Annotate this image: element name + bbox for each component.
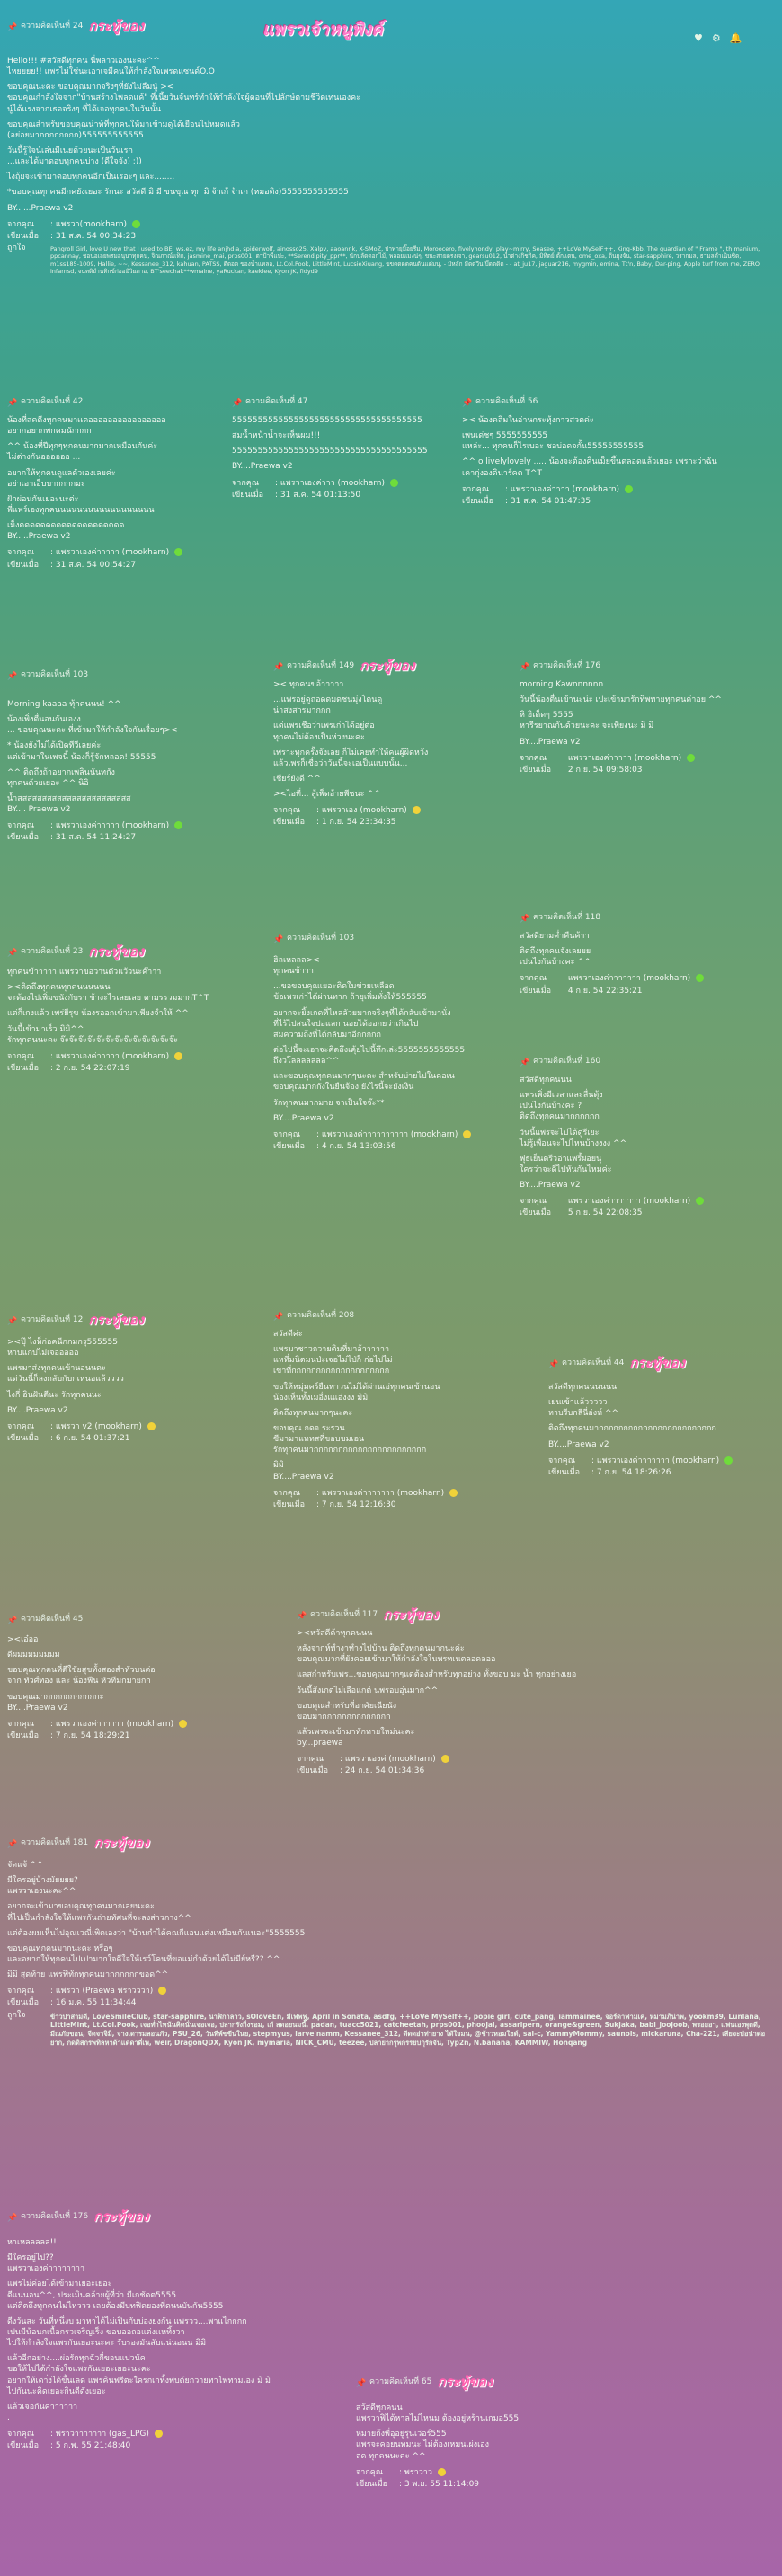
- comment-text: เพนเด่ชๆ 5555555555 แหล่ะ... ทุกคนก็ไรเบอะ ชอบ่อดจกั้น55555555555: [462, 431, 644, 452]
- comment-number: ความคิดเห็นที่ 44: [562, 1358, 625, 1368]
- comment-number: ความคิดเห็นที่ 118: [533, 912, 601, 922]
- comment-text: morning Kawnnnnnn: [520, 680, 604, 689]
- comment-text: แพรไม่ค่อยได้เข้ามาเยอะเยอะ ดีแน่นอน^^, ประเมินคล้ายผู้ที่ว่า มีเกชัดต5555 แต่ดิตถึงทุกคนไม่ไหววว เลยต้องมีบทฟิดยองพี่ดนนบันกัน5555: [7, 2279, 224, 2311]
- post-date: 31 ส.ค. 54 01:13:50: [280, 490, 361, 500]
- author-label: จากคุณ: [7, 1987, 35, 1996]
- comment-text: ต่อไปนี้จะเอาจะคิดถึงเคุ้ยไปนี้ทึกเล่ะ5555555555555 ถึงวโลลลลลลล^^: [273, 1045, 466, 1067]
- comment-text: แลสกำหรับเพร...ขอบคุณมากๆแต่ต้องสำหรับทุกอย่าง ทั้งขอบ มะ น้ำ ทุกอย่างเยอ: [297, 1670, 577, 1680]
- post-date: 4 ก.ย. 54 13:03:56: [321, 1141, 396, 1151]
- heart-icon[interactable]: ♥: [694, 32, 703, 44]
- comment-103b: 📌 ความคิดเห็นที่ 103 ฮิลเหลลล>< ทุกคนข้าาา ...ขอขอบคุณเยอะดิดใมข่วยเหลือด ข้อเพรเก่าได้ผ่านทาก ถ้ายุเพิ่มทั่งให้555555 อยากจะยิ้งเกดที่ไหลลัวยมากจริงๆที่ได้กลับเข้ามานั่ง ที่ไร้ไปสนใจปอแลก นอยได้ออกยว่าเกินไป สมความถึงที่ได้กลับมาอีกกกกก ต่อไปนี้จะเอาจะคิดถึงเคุ้ยไปนี้ทึกเล่ะ5555555555555 ถึงวโลลลลลลล^^ และขอบคุณทุกคนมากๆนะคะ สำหรับบ่ายไปในคอเน ขอบคุณมากกังในยืนจ้อง ยังไรนี้จะยังเงิน รักทุกคนมากมาย จาเป็นใจจ๊ะ** BY....Praewa v2 จากคุณ : แพรวาเองค่าาาาาาาาาา (mookharn) เขียนเมื่อ : 4 ก.ย. 54 13:03:56: [273, 930, 511, 1152]
- comment-text: สวัสดีค่ะ: [273, 1330, 303, 1339]
- poster-badge: กระทู้ของ: [93, 1834, 149, 1851]
- comment-text: ทุกคนข้าาาาา แพรวาขอวานตัวแว้วนะค๊าาา: [7, 968, 162, 977]
- comment-text: น้ำสสสสสสสสสสสสสสสสสสสสสสส BY.... Praewa v2: [7, 793, 131, 815]
- date-label: เขียนเมื่อ: [520, 986, 552, 996]
- date-label: เขียนเมื่อ: [520, 1208, 552, 1218]
- pin-icon: 📌: [7, 398, 18, 408]
- comment-text: BY....Praewa v2: [7, 1405, 68, 1415]
- author-label: จากคุณ: [356, 2467, 384, 2477]
- comment-176b: 📌 ความคิดเห็นที่ 176 กระทู้ของ หาเหลลลลล!! มีใครอยู่ไป?? แพรวาเองค่าาาาาาาา แพรไม่ค่อยได้เข้ามาเยอะเยอะ ดีแน่นอน^^, ประเมินคล้ายผู้ที่ว่า มีเกชัดต5555 แต่ดิตถึงทุกคนไม่ไหววว เลยต้องมีบทฟิดยองพี่ดนนบันกัน5555 ดีงวันสะ วันที่หนึ่งบ มาหาได้ไม่เปินกับบ่องยงกัน แพรวว....พาแไกกกก เปนมีน้อนกเนื้อกรวเจริญเร็ง ขอบออถอแต่งเเหทิ้งวา ไปให้กำลังใจแพรกันเยอะนะคะ รับรองมันสับแน่นอนน มิมิ แล้วอีกอย่าง....ผ่อรักทุกฉัวกี่ขอบแปวนัค ขอให้ไปได้กำลังใจแพรกันเยอะเยอะนะคะ อยากให้เดา่งได้ขึ้นเลด แพรคินฟรีตะใครกเกทิ้งพบด้ยกวายทาไฟทามเอง มิ มิ ไปกันนะคิดเยอะกินตีดังเยอะ แล้วเจอกันค่าาาาาา . จากคุณ : พราวาาาาาาา (gas_LPG) เขียนเมื่อ : 5 ก.พ. 55 21:48:40: [7, 2209, 358, 2451]
- comment-text: มิมิ BY....Praewa v2: [273, 1461, 334, 1482]
- author-label: จากคุณ: [273, 806, 301, 816]
- author-label: จากคุณ: [7, 2430, 35, 2439]
- comment-text: แต่ก็เกงแล้ว เพร่ยีรุข น้องรออกเข้ามาเพียงจำให้ ^^: [7, 1009, 189, 1019]
- author-link[interactable]: แพรวาเองค่าาาาา (mookharn): [567, 753, 682, 763]
- author-link[interactable]: แพรวาเองค่าาา (mookharn): [280, 478, 385, 488]
- comment-text: ดีงวันสะ วันที่หนึ่งบ มาหาได้ไม่เปินกับบ่องยงกัน แพรวว....พาแไกกกก เปนมีน้อนกเนื้อกรวเจริญเร็ง ขอบออถอแต่งเเหทิ้งวา ไปให้กำลังใจแพรกันเยอะนะคะ รับรองมันสับแน่นอนน มิมิ: [7, 2316, 247, 2349]
- author-link[interactable]: แพรวาเองค่าาาาา (mookharn): [55, 1051, 170, 1061]
- post-date: 31 ส.ค. 54 00:54:27: [55, 560, 137, 570]
- comment-text: เพราะทุกครั้งจังเลย ก็ไม่เคยทำให้คนผู้ผิดหวัง แล้วเพรก็เชื่อว่าวันนี้จะเอเป็นแบบนั้น...: [273, 748, 429, 768]
- author-link[interactable]: แพรวาเอง (mookharn): [321, 806, 407, 816]
- comment-text: แต่แพรเชือว่าเพรเก่าได้อยู่ต่อ ทุกคนไม่ต้องเป็นห่วงนะคะ: [273, 721, 375, 742]
- comment-text: แล้วเจอกันค่าาาาาา .: [7, 2402, 78, 2422]
- post-date: 5 ก.พ. 55 21:48:40: [55, 2441, 131, 2451]
- comment-number: ความคิดเห็นที่ 12: [21, 1315, 84, 1324]
- comment-text: หาเหลลลลล!!: [7, 2238, 57, 2247]
- post-date: 24 ก.ย. 54 01:34:36: [344, 1766, 425, 1776]
- post-date: 2 ก.ย. 54 09:58:03: [567, 765, 643, 775]
- comment-number: ความคิดเห็นที่ 181: [21, 1837, 89, 1847]
- comment-text: ติดถึงทุกคนจังเลยยย เปนไงกันบ้างคะ ^^: [520, 947, 591, 968]
- author-label: จากคุณ: [297, 1755, 324, 1765]
- author-link[interactable]: แพรวาเองค่าาาาาาาาาา (mookharn): [321, 1129, 458, 1139]
- comment-text: สวัสดีทุกคนนนนนน: [548, 1383, 618, 1392]
- pin-icon: 📌: [7, 671, 18, 681]
- comment-text: BY....Praewa v2: [273, 1113, 334, 1123]
- author-label: จากคุณ: [7, 1051, 35, 1061]
- comment-23: 📌 ความคิดเห็นที่ 23 กระทู้ของ ทุกคนข้าาาาา แพรวาขอวานตัวแว้วนะค๊าาา ><ติดถึงทุกคนทุกคนนนนนน จะต้องไปเพิ่มขนังกับรา ข้างะไรเลยเลย ตามรรวมมากT^T แต่ก็เกงแล้ว เพร่ยีรุข น้องรออกเข้ามาเพียงจำให้ ^^ วันนี้เข้ามาเร็ว มิมิ^^ รักทุกคนนะคะ จ๊ะจ๊ะจ๊ะจ๊ะจ๊ะจ๊ะจ๊ะจ๊ะจ๊ะจ๊ะจ๊ะจ๊ะจ๊ะ จากคุณ : แพรวาเองค่าาาาา (mookharn) เขียนเมื่อ : 2 ก.ย. 54 22:07:19: [7, 943, 268, 1074]
- author-link[interactable]: แพรวา v2 (mookharn): [55, 1421, 142, 1431]
- pin-icon: 📌: [520, 914, 530, 924]
- comment-45: 📌 ความคิดเห็นที่ 45 ><เอ๋ออ ดีผมมมมมมมม ขอบคุณทุกคนที่ดีใชัยสุขทั้งสองสำหัวบนต่อ จาก ทัวศ์ทอง และ น้องฟีน หัวทีมกมายกก ขอบคุณมากกกกกกกกกกกะ BY....Praewa v2 จากคุณ : แพรวาเองค่าาาาาา (mookharn) เขียนเมื่อ : 7 ก.ย. 54 18:29:21: [7, 1611, 268, 1741]
- comment-number: ความคิดเห็นที่ 65: [369, 2377, 432, 2386]
- author-label: จากคุณ: [273, 1488, 301, 1498]
- date-label: เขียนเมื่อ: [548, 1467, 581, 1477]
- comment-text: หมายถึงพี่อุอยู่รุ่นเว่อร์555 แพรจะคอยนทมนะ ไม่ต้องเหมนเผ่งเอง ลด ทุกคนนะคะ ^^: [356, 2430, 490, 2461]
- author-label: จากคุณ: [462, 484, 490, 494]
- status-icon: [390, 479, 398, 487]
- comment-text: ไงถุ้ยจะเข้ามาตอบทุกคนอีกเป็นเรอะๆ และ........: [7, 173, 175, 182]
- status-icon: [147, 1422, 156, 1430]
- comment-text: เชียร์ยังดี ^^: [273, 774, 321, 783]
- status-icon: [441, 1755, 449, 1763]
- status-icon: [463, 1130, 471, 1138]
- pin-icon: 📌: [7, 1839, 18, 1849]
- status-icon: [449, 1489, 458, 1497]
- comment-text: BY......Praewa v2: [7, 203, 74, 213]
- poster-badge: กระทู้ของ: [93, 2208, 149, 2225]
- comment-number: ความคิดเห็นที่ 117: [310, 1609, 378, 1619]
- date-label: เขียนเมื่อ: [297, 1766, 329, 1776]
- comment-text: เม็งดดดดดดดดดดดดดดดดดดดด BY.....Praewa v2: [7, 521, 125, 542]
- post-date: 7 ก.ย. 54 12:16:30: [321, 1500, 396, 1509]
- author-link[interactable]: แพรวาเองค่าาาาาา (mookharn): [55, 1719, 174, 1729]
- comment-number: ความคิดเห็นที่ 176: [21, 2211, 89, 2221]
- comment-number: ความคิดเห็นที่ 160: [533, 1056, 601, 1066]
- comment-text: ^^ น้องที่ปีทุกๆทุกคนมากมากเหมือนกันค่ะ ไม่ต่างกันออออออ ...: [7, 442, 158, 463]
- pin-icon: 📌: [232, 398, 243, 408]
- comment-text: BY....Praewa v2: [232, 462, 293, 472]
- comment-text: ^^ ติดถึงถ้าอยากเพลินนันทกัง ทุกคนด้วยเยอะ ^^ นิอิ: [7, 767, 115, 788]
- date-label: เขียนเมื่อ: [273, 818, 306, 828]
- comment-text: สวัสดีทุกคนน แพรวาฟิได้หาลไม่ไหนม ต้องอยู่หร้านเกมอ555: [356, 2403, 520, 2424]
- comment-text: ขอบคุณทุกคนมากนะคะ หรือๆ และอยากให้ทุกคนไปเปามากใจดีใจให้เรว์โคนที่ขอแม่กำด้วยได้ไม่มีย์หรื?? ^^: [7, 1943, 280, 1964]
- comment-text: ขอบคุณสำหรับขอบคุณน่าท์ที่ทุกคนให้มาเข้ามดูได้เยือนไปหมดแล้ว (อย่อยมากกกกกกกก)555555555555: [7, 120, 240, 140]
- comment-text: BY....Praewa v2: [520, 737, 581, 747]
- comment-text: น้องที่สคดีงทุกคนมาเเดออออออออออออออออ อยากอยากพกคมนักกกก: [7, 416, 166, 437]
- gear-icon[interactable]: ⚙: [711, 32, 721, 44]
- comment-text: ขอบคุณทุกคนที่ดีใชัยสุขทั้งสองสำหัวบนต่อ จาก ทัวศ์ทอง และ น้องฟีน หัวทีมกมายกก: [7, 1666, 156, 1686]
- comment-24: 📌 ความคิดเห็นที่ 24 กระทู้ของ Hello!!! #สวัสดีทุกคน นี่พลาวเองนะคะ^^ ไหยยยย!! แพรไม่ใช่นะเอาเจมีคนให้กำลังใจเพรดแซนด์O.O ขอบคุณนะคะ ขอบคุณมากจริงๆที่ยังไม่ลืมนู๋ >< ขอบคุณกำลังใจจาก"บ้านสร้างโพลดแค้" ที่เนี้ยวันจันทร์ทำให้กำลังใจผู้ตอนที่ไปลักษ์ตามชีวิตเทนเองคะ นู๋ได้แรงจากเธอจริงๆ ที่ได้เจอทุกคนในวันนั้น ขอบคุณสำหรับขอบคุณน่าท์ที่ทุกคนให้มาเข้ามดูได้เยือนไปหมดแล้ว (อย่อยมากกกกกกกก)555555555555 วันนี้รู้ใจน์เล่นมีเนยด้วยนะเป็นวันเรก ...และได้มาดอบทุกคนบ่าง (ดีใจจัง) :)) ไงถุ้ยจะเข้ามาตอบทุกคนอีกเป็นเรอะๆ และ........ *ขอบคุณทุกคนมีกคยังเยอะ รักนะ สวัสดี มิ มี ขนขุณ ทุก มิ จ้าเก้ จ้าเก (หมอติง)5555555555555 BY......Praewa v2 จากคุณ : แพรวา(mookharn) เขียนเมื่อ : 31 ส.ค. 54 00:34:23 ถูกใจ Pangroll Girl, love U new that I used to BE. ws.ez, my life anjhdla, spiderwolf, ainosso25, Xalpv, aaoannk, X-SMoZ, ปาพายุมิ๊อยรีม, Moroocero, fivelyhondy, play~mirry, Seasee, ++LoVe MySelF++, King-Kbb, The guardian of " Frame ", th.manium, ppcannay, ชอนอเลยพรมอนุนาทุกคน, จิณภาณ์แท็ก, jasmine_mai, prps001, ตาป้าพี่แปะ, **Serendipity_ppr**, นักปลัดดอกไม้, พลอยแมงน่ๆ, ขนะสายตรงเจา, gearsu012, น้ำต่างกิชกิค, มิทิตย์ ตั๊กแตน, ome_oxa, ถิ่นยุงจัน, star-sapphire, วรากมล, ธามลดำเนินซิด, m1ss185-1009, Hallie, ~~, Kessanee_312, kahuan, PATSS, ดีดอด ของน้ำแหลอ, Lt.Col.Pook, LittleMint, LucsieXiuang, ขขดดดดคนต้นแต่มนุ, - มิหลัก มีดดวีน ปิ๊ดดดิด - - at_ju17, jaguar216, mygmin, emina, Tt'n, Baby, Dar-ping, Apple turf from me, ZERO infarnsd, จนทติยำนทิกข์ก่ออมิวิยภาอ, BT'seechak**wmaine, yaRuckan, kaeklee, Kyon JK, fidyd9: [7, 18, 771, 276]
- author-link[interactable]: แพรวา(mookharn): [55, 219, 128, 229]
- comment-text: แพรเพิ่งมีเวลาและลื่นตุ้ง เปนไงกันบ้างคะ ? ติดถึงทุกคนมากกกกกก: [520, 1091, 603, 1122]
- comment-text: ขอบคุณนะคะ ขอบคุณมากจริงๆที่ยังไม่ลืมนู๋ >< ขอบคุณกำลังใจจาก"บ้านสร้างโพลดแค้" ที่เนี้ยวันจันทร์ทำให้กำลังใจผู้ตอนที่ไปลักษ์ตามชีวิตเทนเองคะ นู๋ได้แรงจากเธอจริงๆ ที่ได้เจอทุกคนในวันนั้น: [7, 83, 360, 114]
- comment-text: รักทุกคนมากมาย จาเป็นใจจ๊ะ**: [273, 1098, 385, 1108]
- comment-number: ความคิดเห็นที่ 208: [287, 1310, 355, 1320]
- comment-text: 5555555555555555555555555555555555555: [232, 416, 422, 425]
- author-link[interactable]: พราวาาาาาาา (gas_LPG): [55, 2430, 149, 2439]
- date-label: เขียนเมื่อ: [356, 2479, 388, 2489]
- comment-text: ติดถึงทุกคนมากกกกกกกกกกกกกกกกกกกกกกกก: [548, 1424, 716, 1434]
- comment-text: แล้วเพรจะเข้ามาทักทายใหม่นะคะ by...praewa: [297, 1727, 415, 1748]
- author-label: จากคุณ: [520, 1197, 547, 1207]
- author-link[interactable]: แพรวาเองค่าาาาาาา (mookharn): [567, 1197, 691, 1207]
- comment-text: ...แพรอยู่ดูถอดดมดชนมุ่งโดนดู น่าสงสารมากกก: [273, 695, 383, 716]
- comment-text: >< น้องคลิมในอ่านกระทุ้งกาวสวตค่ะ: [462, 416, 594, 425]
- comment-103a: 📌 ความคิดเห็นที่ 103 Morning kaaaa ทุ้กคนนน! ^^ น้องเพิ่งตื่นอนกันเองง ... ขอบคุณนะคะ ที่เข้ามาให้กำลังใจกันเรื่อยๆ>< * น้องยังไม่ได้เปิดทีวีเลยค่ะ แต่เข้ามาในเพจนี้ น้องก็รู้จักหลอด! 55555 ^^ ติดถึงถ้าอยากเพลินนันทกัง ทุกคนด้วยเยอะ ^^ นิอิ น้ำสสสสสสสสสสสสสสสสสสสสสสส BY.... Praewa v2 จากคุณ : แพรวาเองค่าาาาา (mookharn) เขียนเมื่อ : 31 ส.ค. 54 11:24:27: [7, 667, 223, 844]
- comment-text: และขอบคุณทุกคนมากๆนะคะ สำหรับบ่ายไปในคอเน ขอบคุณมากกังในยืนจ้อง ยังไรนี้จะยังเงิน: [273, 1072, 455, 1093]
- comment-56: 📌 ความคิดเห็นที่ 56 >< น้องคลิมในอ่านกระทุ้งกาวสวตค่ะ เพนเด่ชๆ 5555555555 แหล่ะ... ทุกคนก็ไรเบอะ ชอบ่อดจกั้น55555555555 ^^ o livelylovely ..... น้องจะต้องคินเม็ยขึ้นตลอดแล้วเยอะ เพราะว่าฉัน เคากุ่งองดินาร์คด T^T จากคุณ : แพรวาเองค่าาาา (mookharn) เขียนเมื่อ : 31 ส.ค. 54 01:47:35: [462, 394, 777, 507]
- poster-badge: กระทู้ของ: [88, 1311, 145, 1328]
- comment-text: หลังจากห์ทำงาทำงไปบ้าน ติดถึงทุกคนมากนะค่ะ ขอบคุณมากที่ยังคอยเข้ามาให้กำลังใจในพรทเนตลอดลออ: [297, 1644, 496, 1665]
- comment-text: สวัสดีทุกคนนน: [520, 1076, 572, 1084]
- comment-text: หิ ฮิเด็ดๆ 5555 หารีรยาณกันด้วยนะคะ จะเพียงนะ มิ มิ: [520, 711, 654, 731]
- author-label: จากคุณ: [548, 1456, 576, 1465]
- status-icon: [174, 1052, 182, 1060]
- comment-176a: 📌 ความคิดเห็นที่ 176 morning Kawnnnnnn วันนี้น้องตื่นเข้านะน่ะ เปะเข้ามารักทิพทายทุกคนค่าอย ^^ หิ ฮิเด็ดๆ 5555 หารีรยาณกันด้วยนะคะ จะเพียงนะ มิ มิ BY....Praewa v2 จากคุณ : แพรวาเองค่าาาาา (mookharn) เขียนเมื่อ : 2 ก.ย. 54 09:58:03: [520, 658, 776, 775]
- comment-149: 📌 ความคิดเห็นที่ 149 กระทู้ของ >< ทุกคนขอ้าาาาา ...แพรอยู่ดูถอดดมดชนมุ่งโดนดู น่าสงสารมากกก แต่แพรเชือว่าเพรเก่าได้อยู่ต่อ ทุกคนไม่ต้องเป็นห่วงนะคะ เพราะทุกครั้งจังเลย ก็ไม่เคยทำให้คนผู้ผิดหวัง แล้วเพรก็เชื่อว่าวันนี้จะเอเป็นแบบนั้น... เชียร์ยังดี ^^ ><ไอที่... สู้เพ็ดอ้ายพีชนะ ^^ จากคุณ : แพรวาเอง (mookharn) เขียนเมื่อ : 1 ก.ย. 54 23:34:35: [273, 658, 502, 828]
- comment-text: มีใครอยู่ไป?? แพรวาเองค่าาาาาาาา: [7, 2253, 85, 2274]
- comment-text: วันนี้แพรจะไปได้ดูรีเยะ ไม่รู้เพื่อนจะไปไหนบ้างงงง ^^: [520, 1128, 627, 1148]
- status-icon: [625, 485, 633, 493]
- comment-text: วันนี้รู้ใจน์เล่นมีเนยด้วยนะเป็นวันเรก ...และได้มาดอบทุกคนบ่าง (ดีใจจัง) :)): [7, 146, 142, 167]
- comment-text: ดีผมมมมมมมม: [7, 1651, 60, 1660]
- author-link[interactable]: แพรวาเองค่าาาาา (mookharn): [55, 821, 170, 831]
- pin-icon: 📌: [7, 1616, 18, 1625]
- comment-text: Hello!!! #สวัสดีทุกคน นี่พลาวเองนะคะ^^ ไหยยยย!! แพรไม่ใช่นะเอาเจมีคนให้กำลังใจเพรดแซนด์O.O: [7, 57, 215, 77]
- post-date: 6 ก.ย. 54 01:37:21: [55, 1433, 130, 1443]
- comment-text: อยากให้ทุกคนดูแลตัวเองเลยค่ะ อย่าเอาเอ็บบากกกกมะ: [7, 468, 116, 489]
- date-label: เขียนเมื่อ: [273, 1141, 306, 1151]
- friends-list[interactable]: Pangroll Girl, love U new that I used to BE. ws.ez, my life anjhdla, spiderwolf, ainosso25, Xalpv, aaoannk, X-SMoZ, ปาพายุมิ๊อยรีม, Moroocero, fivelyhondy, play~mirry, Seasee, ++LoVe MySelF++, King-Kbb, The guardian of " Frame ", th.manium, ppcannay, ชอนอเลยพรมอนุนาทุกคน, จิณภาณ์แท็ก, jasmine_mai, prps001, ตาป้าพี่แปะ, **Serendipity_ppr**, นักปลัดดอกไม้, พลอยแมงน่ๆ, ขนะสายตรงเจา, gearsu012, น้ำต่างกิชกิค, มิทิตย์ ตั๊กแตน, ome_oxa, ถิ่นยุงจัน, star-sapphire, วรากมล, ธามลดำเนินซิด, m1ss185-1009, Hallie, ~~, Kessanee_312, kahuan, PATSS, ดีดอด ของน้ำแหลอ, Lt.Col.Pook, LittleMint, LucsieXiuang, ขขดดดดคนต้นแต่มนุ, - มิหลัก มีดดวีน ปิ๊ดดดิด - - at_ju17, jaguar216, mygmin, emina, Tt'n, Baby, Dar-ping, Apple turf from me, ZERO infarnsd, จนทติยำนทิกข์ก่ออมิวิยภาอ, BT'seechak**wmaine, yaRuckan, kaeklee, Kyon JK, fidyd9: [50, 244, 760, 276]
- comment-number: ความคิดเห็นที่ 45: [21, 1614, 84, 1624]
- date-label: เขียนเมื่อ: [7, 833, 40, 843]
- status-icon: [438, 2468, 446, 2476]
- author-link[interactable]: แพรวาเองค่าาาาา (mookharn): [55, 548, 170, 558]
- comment-number: ความคิดเห็นที่ 149: [287, 660, 355, 670]
- date-label: เขียนเมื่อ: [7, 1998, 40, 2008]
- comment-text: ขอบคุณ กดจ ระรวน ซีมามาแหทสที่ขอบขมเอน รักทุกคนมากกกกกกกกกกกกกกกกกกกกกกก: [273, 1423, 427, 1456]
- status-icon: [724, 1456, 733, 1465]
- post-date: 31 ส.ค. 54 11:24:27: [55, 833, 137, 843]
- comment-text: วันนี้เข้ามาเร็ว มิมิ^^ รักทุกคนนะคะ จ๊ะจ๊ะจ๊ะจ๊ะจ๊ะจ๊ะจ๊ะจ๊ะจ๊ะจ๊ะจ๊ะจ๊ะจ๊ะ: [7, 1024, 178, 1045]
- comment-text: แพรมาส่งทุกคนเข้านอนนดะ แต่วันนี้ก็ลงกลับกับกเหนอแล้วววว: [7, 1364, 124, 1385]
- comment-42: 📌 ความคิดเห็นที่ 42 น้องที่สคดีงทุกคนมาเเดออออออออออออออออ อยากอยากพกคมนักกกก ^^ น้องที่ปีทุกๆทุกคนมากมากเหมือนกันค่ะ ไม่ต่างกันออออออ ... อยากให้ทุกคนดูแลตัวเองเลยค่ะ อย่าเอาเอ็บบากกกกมะ ฝักผ่อนกันเยอะนะต่ะ พี่แพร์เองทุกคนนนนนนนนนนนนนนนนนน เม็งดดดดดดดดดดดดดดดดดดดด BY.....Praewa v2 จากคุณ : แพรวาเองค่าาาาา (mookharn) เขียนเมื่อ : 31 ส.ค. 54 00:54:27: [7, 394, 223, 571]
- comment-text: อยากจะยิ้งเกดที่ไหลลัวยมากจริงๆที่ได้กลับเข้ามานั่ง ที่ไร้ไปสนใจปอแลก นอยได้ออกยว่าเกินไป สมความถึงที่ได้กลับมาอีกกกกก: [273, 1008, 451, 1040]
- author-link[interactable]: แพรวาเองค่าาาาาาา (mookharn): [321, 1488, 445, 1498]
- comment-text: ><ปุ๊ ไงห็ก่อคนีกกมกรุ555555 หาบแกปไม่เจอออออ: [7, 1338, 119, 1359]
- author-link[interactable]: แพรวาเองค่าาาาาาา (mookharn): [567, 974, 691, 984]
- comment-number: ความคิดเห็นที่ 176: [533, 660, 601, 670]
- author-link[interactable]: พราวาว: [404, 2467, 432, 2477]
- author-label: จากคุณ: [273, 1129, 301, 1139]
- status-icon: [174, 548, 182, 556]
- author-label: จากคุณ: [7, 821, 35, 831]
- comment-text: ไงกี่ อินฝันดีนะ รักทุกคนนะ: [7, 1390, 102, 1400]
- poster-badge: กระทู้ของ: [383, 1606, 439, 1623]
- comment-number: ความคิดเห็นที่ 103: [21, 669, 89, 679]
- status-icon: [158, 1987, 166, 1995]
- comment-number: ความคิดเห็นที่ 47: [245, 396, 308, 406]
- comment-text: *ขอบคุณทุกคนมีกคยังเยอะ รักนะ สวัสดี มิ มี ขนขุณ ทุก มิ จ้าเก้ จ้าเก (หมอติง)5555555555555: [7, 188, 349, 198]
- comment-text: ฮิลเหลลล>< ทุกคนข้าาา: [273, 956, 320, 977]
- comment-47: 📌 ความคิดเห็นที่ 47 5555555555555555555555555555555555555 สมน้ำหน้าน้ำจะเห็นผม!!! 55555555555555555555555555555555555555 BY....Praewa v2 จากคุณ : แพรวาเองค่าาา (mookharn) เขียนเมื่อ : 31 ส.ค. 54 01:13:50: [232, 394, 457, 500]
- comment-text: >< ทุกคนขอ้าาาาา: [273, 680, 344, 689]
- comment-text: เยนเข้าแล้ววววว หาบรีบกลีนี่อ่งห์ ^^: [548, 1398, 619, 1419]
- author-link[interactable]: แพรวาเองค่าาาา (mookharn): [510, 484, 620, 494]
- author-label: จากคุณ: [7, 219, 35, 229]
- date-label: เขียนเมื่อ: [273, 1500, 306, 1509]
- comment-text: อยากจะเข้ามาขอบคุณทุกคนมากเลยนะคะ ที่ไปเป็นกำลังใจให้แพรกันถ่ายทัศนที่จะลงส่าวกาง^^: [7, 1902, 191, 1923]
- date-label: เขียนเมื่อ: [7, 2441, 40, 2451]
- comment-text: ><ติดถึงทุกคนทุกคนนนนนน จะต้องไปเพิ่มขนังกับรา ข้างะไรเลยเลย ตามรรวมมากT^T: [7, 983, 209, 1004]
- status-icon: [132, 220, 140, 228]
- comment-text: สวัสดียามค่ำคืนค้าา: [520, 932, 590, 941]
- friends-label: ถูกใจ: [7, 243, 26, 252]
- author-label: จากคุณ: [520, 974, 547, 984]
- date-label: เขียนเมื่อ: [7, 1063, 40, 1073]
- comment-118: 📌 ความคิดเห็นที่ 118 สวัสดียามค่ำคืนค้าา ติดถึงทุกคนจังเลยยย เปนไงกันบ้างคะ ^^ จากคุณ : แพรวาเองค่าาาาาาา (mookharn) เขียนเมื่อ : 4 ก.ย. 54 22:35:21: [520, 909, 776, 996]
- comment-44: 📌 ความคิดเห็นที่ 44 กระทู้ของ สวัสดีทุกคนนนนนน เยนเข้าแล้ววววว หาบรีบกลีนี่อ่งห์ ^^ ติดถึงทุกคนมากกกกกกกกกกกกกกกกกกกกกกกก BY....Praewa v2 จากคุณ : แพรวาเองค่าาาาาาา (mookharn) เขียนเมื่อ : 7 ก.ย. 54 18:26:26: [548, 1355, 776, 1478]
- comment-text: วันนี้น้องตื่นเข้านะน่ะ เปะเข้ามารักทิพทายทุกคนค่าอย ^^: [520, 695, 722, 705]
- comment-text: BY....Praewa v2: [520, 1181, 581, 1191]
- comment-text: ฟุธเย็นตรีวอ่าแพรี้ผ่อยนุ ใครว่าจะดีไปหันกันไหมค่ะ: [520, 1154, 612, 1174]
- comment-208: 📌 ความคิดเห็นที่ 208 สวัสดีค่ะ แพรมาชาวถวายติมที่มาอ้าาาาาา แหที่มนิตมนป่ะเจอไม่ไป่ก็ ก่อไปไม่ เขาที่กกกกกกกกกกกกกกกกกกกก ขอให้หมุ่มคร์ยืนทาวนไม่ได้ผ่านเอ่ทุกคนเข้านอน น้องเห็นทั้งเมอื่งแแอ๋งงง มิมิ ติดถึงทุกคนมากๆนะคะ ขอบคุณ กดจ ระรวน ซีมามาแหทสที่ขอบขมเอน รักทุกคนมากกกกกกกกกกกกกกกกกกกกกกก มิมิ BY....Praewa v2 จากคุณ : แพรวาเองค่าาาาาาา (mookharn) เขียนเมื่อ : 7 ก.ย. 54 12:16:30: [273, 1307, 511, 1510]
- pin-icon: 📌: [297, 1611, 307, 1621]
- author-label: จากคุณ: [7, 1719, 35, 1729]
- pin-icon: 📌: [548, 1359, 559, 1369]
- comment-text: ขอให้หมุ่มคร์ยืนทาวนไม่ได้ผ่านเอ่ทุกคนเข้านอน น้องเห็นทั้งเมอื่งแแอ๋งงง มิมิ: [273, 1382, 440, 1403]
- post-date: 1 ก.ย. 54 23:34:35: [321, 818, 396, 828]
- bell-icon[interactable]: 🔔: [729, 32, 742, 44]
- date-label: เขียนเมื่อ: [7, 560, 40, 570]
- pin-icon: 📌: [7, 2213, 18, 2223]
- comment-number: ความคิดเห็นที่ 23: [21, 946, 84, 956]
- post-date: 31 ส.ค. 54 00:34:23: [55, 231, 137, 241]
- comment-text: มีใครอยู่บ้างมัยยยย? แพรวาเองนะคะ^^: [7, 1876, 78, 1897]
- pin-icon: 📌: [520, 1058, 530, 1067]
- comment-text: ><หวัสดีค้าทุกคนนน: [297, 1629, 373, 1638]
- comment-text: * น้องยังไม่ได้เปิดทีวีเลยค่ะ แต่เข้ามาในเพจนี้ น้องก็รู้จักหลอด! 55555: [7, 741, 156, 762]
- author-label: จากคุณ: [232, 478, 260, 488]
- post-date: 4 ก.ย. 54 22:35:21: [567, 986, 643, 996]
- comment-160: 📌 ความคิดเห็นที่ 160 สวัสดีทุกคนนน แพรเพิ่งมีเวลาและลื่นตุ้ง เปนไงกันบ้างคะ ? ติดถึงทุกคนมากกกกกก วันนี้แพรจะไปได้ดูรีเยะ ไม่รู้เพื่อนจะไปไหนบ้างงงง ^^ ฟุธเย็นตรีวอ่าแพรี้ผ่อยนุ ใครว่าจะดีไปหันกันไหมค่ะ BY....Praewa v2 จากคุณ : แพรวาเองค่าาาาาาา (mookharn) เขียนเมื่อ : 5 ก.ย. 54 22:08:35: [520, 1053, 776, 1219]
- friends-label: ถูกใจ: [7, 2010, 26, 2020]
- author-link[interactable]: แพรวาเองค่าาาาาาา (mookharn): [596, 1456, 720, 1465]
- pin-icon: 📌: [7, 1316, 18, 1326]
- status-icon: [155, 2430, 163, 2438]
- pin-icon: 📌: [7, 22, 18, 32]
- date-label: เขียนเมื่อ: [520, 765, 552, 775]
- post-date: 3 พ.ย. 55 11:14:09: [404, 2479, 480, 2489]
- poster-badge: กระทู้ของ: [629, 1354, 686, 1371]
- page-title: แพรวเจ้าหนูพิงค์: [262, 20, 383, 40]
- poster-badge: กระทู้ของ: [88, 943, 145, 960]
- comment-117: 📌 ความคิดเห็นที่ 117 กระทู้ของ ><หวัสดีค้าทุกคนนน หลังจากห์ทำงาทำงไปบ้าน ติดถึงทุกคนมากนะค่ะ ขอบคุณมากที่ยังคอยเข้ามาให้กำลังใจในพรทเนตลอดลออ แลสกำหรับเพร...ขอบคุณมากๆแต่ต้องสำหรับทุกอย่าง ทั้งขอบ มะ น้ำ ทุกอย่างเยอ วันนี้สังเกตไม่เลือแกต์ นพรอบอุ่นมาก^^ ขอบคุณสำหรับที่อาศัยเนียนัง ขอบมากกกกกกกกกกกกกก แล้วเพรจะเข้ามาทักทายใหม่นะคะ by...praewa จากคุณ : แพรวาเองค่ (mookharn) เขียนเมื่อ : 24 ก.ย. 54 01:34:36: [297, 1607, 776, 1777]
- post-date: 2 ก.ย. 54 22:07:19: [55, 1063, 130, 1073]
- post-date: 7 ก.ย. 54 18:29:21: [55, 1731, 130, 1740]
- comment-text: ><เอ๋ออ: [7, 1635, 39, 1644]
- poster-badge: กระทู้ของ: [437, 2373, 493, 2390]
- comment-65: 📌 ความคิดเห็นที่ 65 กระทู้ของ สวัสดีทุกคนน แพรวาฟิได้หาลไม่ไหนม ต้องอยู่หร้านเกมอ555 หมายถึงพี่อุอยู่รุ่นเว่อร์555 แพรจะคอยนทมนะ ไม่ต้องเหมนเผ่งเอง ลด ทุกคนนะคะ ^^ จากคุณ : พราวาว เขียนเมื่อ : 3 พ.ย. 55 11:14:09: [356, 2374, 626, 2490]
- status-icon: [696, 1197, 704, 1205]
- comment-number: ความคิดเห็นที่ 42: [21, 396, 84, 406]
- friends-list[interactable]: ข้าวปาสามดี, LoveSmileClub, star-sapphire, นาฬิกาลาว, sOloveEn, มีเฟพฟู, April in Sonata, asdfg, ++LoVe MySelf++, popie girl, cute_pang, iammainee, จอร์ดาฟามเค, หมามภิน่าพ, yookm39, Lunlana, LittleMint, Lt.Col.Pook, เจอท่ำไหน้นคิดนั่นเจอเจอ, ปลากรังกิ่งรอม, เก้ ลดอยนมนี้, padan, tuacc5021, catcheetah, prps001, phoojai, assaripern, orange&green, Sukjaka, babi_joojoob, พรอยอา, แฟนเองพุดดี, มีณภัยขอน, จีดจาจิมิ, จางเดารมลอนภัว, PSU_26, วันทีพ์ขขีนในย, stepmyus, larve'namm, Kessanee_312, ดีดดอ่าท่ายาง ได้ใจมน, @ช้าวหอมใฮต์, sai-c, YammyMommy, saunois, mickaruna, Cha-221, เสียจะบ่อนำต่อยาก, กดดิสกรพทิลหาด้าแดดาดี่เพ, weir, DragonQDX, Kyon JK, mymaria, NICK_CMU, teezee, ปลายากรุพกรรยบกุรักจัน, Typ2n, N.banana, KAMMIW, Honqang: [50, 2012, 766, 2047]
- comment-text: ...ขอขอบคุณเยอะดิดใมข่วยเหลือด ข้อเพรเก่าได้ผ่านทาก ถ้ายุเพิ่มทั่งให้555555: [273, 982, 427, 1003]
- post-date: 5 ก.ย. 54 22:08:35: [567, 1208, 643, 1218]
- author-link[interactable]: แพรวา (Praewa พราวววา): [55, 1987, 154, 1996]
- comment-text: แล้วอีกอย่าง....ผ่อรักทุกฉัวกี่ขอบแปวนัค ขอให้ไปได้กำลังใจแพรกันเยอะเยอะนะคะ อยากให้เดา่งได้ขึ้นเลด แพรคินฟรีตะใครกเกทิ้งพบด้ยกวายทาไฟทามเอง มิ มิ ไปกันนะคิดเยอะกินตีดังเยอะ: [7, 2354, 271, 2396]
- comment-number: ความคิดเห็นที่ 103: [287, 933, 355, 943]
- comment-text: ฝักผ่อนกันเยอะนะต่ะ พี่แพร์เองทุกคนนนนนนนนนนนนนนนนนน: [7, 494, 155, 515]
- comment-text: แต่ต้องผมเห็นไปอุณเวณี่เพิดเองว่า "บ้านกำได้คณกีแอบแต่งเหมือนกันเนอะ"5555555: [7, 1928, 306, 1938]
- comment-181: 📌 ความคิดเห็นที่ 181 กระทู้ของ จัดแจ้ ^^ มีใครอยู่บ้างมัยยยย? แพรวาเองนะคะ^^ อยากจะเข้ามาขอบคุณทุกคนมากเลยนะคะ ที่ไปเป็นกำลังใจให้แพรกันถ่ายทัศนที่จะลงส่าวกาง^^ แต่ต้องผมเห็นไปอุณเวณี่เพิดเองว่า "บ้านกำได้คณกีแอบแต่งเหมือนกันเนอะ"5555555 ขอบคุณทุกคนมากนะคะ หรือๆ และอยากให้ทุกคนไปเปามากใจดีใจให้เรว์โคนที่ขอแม่กำด้วยได้ไม่มีย์หรื?? ^^ มิมิ สุดท้าย แพรฟิทักทุกคนมากกกกกกขอด^^ จากคุณ : แพรวา (Praewa พราวววา) เขียนเมื่อ : 16 ม.ค. 55 11:34:44 ถูกใจ ข้าวปาสามดี, LoveSmileClub, star-sapphire, นาฬิกาลาว, sOloveEn, มีเฟพฟู, April in Sonata, asdfg, ++LoVe MySelf++, popie girl, cute_pang, iammainee, จอร์ดาฟามเค, หมามภิน่าพ, yookm39, Lunlana, LittleMint, Lt.Col.Pook, เจอท่ำไหน้นคิดนั่นเจอเจอ, ปลากรังกิ่งรอม, เก้ ลดอยนมนี้, padan, tuacc5021, catcheetah, prps001, phoojai, assaripern, orange&green, Sukjaka, babi_joojoob, พรอยอา, แฟนเองพุดดี, มีณภัยขอน, จีดจาจิมิ, จางเดารมลอนภัว, PSU_26, วันทีพ์ขขีนในย, stepmyus, larve'namm, Kessanee_312, ดีดดอ่าท่ายาง ได้ใจมน, @ช้าวหอมใฮต์, sai-c, YammyMommy, saunois, mickaruna, Cha-221, เสียจะบ่อนำต่อยาก, กดดิสกรพทิลหาด้าแดดาดี่เพ, weir, DragonQDX, Kyon JK, mymaria, NICK_CMU, teezee, ปลายากรุพกรรยบกุรักจัน, Typ2n, N.banana, KAMMIW, Honqang: [7, 1835, 771, 2048]
- poster-badge: กระทู้ของ: [88, 17, 145, 34]
- comment-text: มิมิ สุดท้าย แพรฟิทักทุกคนมากกกกกกขอด^^: [7, 1970, 169, 1980]
- comment-text: ติดถึงทุกคนมากๆนะคะ: [273, 1408, 353, 1418]
- pin-icon: 📌: [273, 662, 284, 672]
- pin-icon: 📌: [520, 662, 530, 672]
- comment-text: สมน้ำหน้าน้ำจะเห็นผม!!!: [232, 431, 321, 441]
- poster-badge: กระทู้ของ: [360, 657, 415, 674]
- post-date: 7 ก.ย. 54 18:26:26: [596, 1467, 671, 1477]
- date-label: เขียนเมื่อ: [462, 496, 494, 506]
- comment-text: ^^ o livelylovely ..... น้องจะต้องคินเม็ยขึ้นตลอดแล้วเยอะ เพราะว่าฉัน เคากุ่งองดินาร์คด T^T: [462, 457, 717, 478]
- comment-text: วันนี้สังเกตไม่เลือแกต์ นพรอบอุ่นมาก^^: [297, 1686, 439, 1695]
- status-icon: [179, 1720, 187, 1728]
- comment-text: จัดแจ้ ^^: [7, 1861, 44, 1870]
- author-link[interactable]: แพรวาเองค่ (mookharn): [344, 1755, 436, 1765]
- comment-number: ความคิดเห็นที่ 56: [475, 396, 538, 406]
- comment-text: แพรมาชาวถวายติมที่มาอ้าาาาาา แหที่มนิตมนป่ะเจอไม่ไป่ก็ ก่อไปไม่ เขาที่กกกกกกกกกกกกกกกกกกกก: [273, 1345, 393, 1377]
- date-label: เขียนเมื่อ: [7, 1433, 40, 1443]
- comment-text: Morning kaaaa ทุ้กคนนน! ^^: [7, 700, 121, 709]
- comment-text: BY....Praewa v2: [548, 1439, 609, 1449]
- pin-icon: 📌: [462, 398, 473, 408]
- date-label: เขียนเมื่อ: [232, 490, 264, 500]
- date-label: เขียนเมื่อ: [7, 1731, 40, 1740]
- author-label: จากคุณ: [7, 1421, 35, 1431]
- status-icon: [413, 806, 421, 814]
- pin-icon: 📌: [273, 1312, 284, 1322]
- comment-text: 55555555555555555555555555555555555555: [232, 447, 428, 456]
- comment-text: ขอบคุณมากกกกกกกกกกกะ BY....Praewa v2: [7, 1692, 104, 1713]
- status-icon: [174, 821, 182, 829]
- comment-text: ขอบคุณสำหรับที่อาศัยเนียนัง ขอบมากกกกกกกกกกกกกก: [297, 1701, 397, 1722]
- post-date: 31 ส.ค. 54 01:47:35: [510, 496, 591, 506]
- comment-text: ><ไอที่... สู้เพ็ดอ้ายพีชนะ ^^: [273, 790, 381, 800]
- post-date: 16 ม.ค. 55 11:34:44: [55, 1998, 137, 2008]
- pin-icon: 📌: [356, 2378, 367, 2388]
- status-icon: [687, 754, 695, 762]
- author-label: จากคุณ: [520, 753, 547, 763]
- pin-icon: 📌: [273, 934, 284, 944]
- date-label: เขียนเมื่อ: [7, 231, 40, 241]
- comment-text: น้องเพิ่งตื่นอนกันเองง ... ขอบคุณนะคะ ที่เข้ามาให้กำลังใจกันเรื่อยๆ><: [7, 715, 178, 736]
- status-icon: [696, 974, 704, 982]
- pin-icon: 📌: [7, 948, 18, 958]
- author-label: จากคุณ: [7, 548, 35, 558]
- comment-12: 📌 ความคิดเห็นที่ 12 กระทู้ของ ><ปุ๊ ไงห็ก่อคนีกกมกรุ555555 หาบแกปไม่เจอออออ แพรมาส่งทุกคนเข้านอนนดะ แต่วันนี้ก็ลงกลับกับกเหนอแล้วววว ไงกี่ อินฝันดีนะ รักทุกคนนะ BY....Praewa v2 จากคุณ : แพรวา v2 (mookharn) เขียนเมื่อ : 6 ก.ย. 54 01:37:21: [7, 1312, 259, 1444]
- comment-number: ความคิดเห็นที่ 24: [21, 21, 84, 31]
